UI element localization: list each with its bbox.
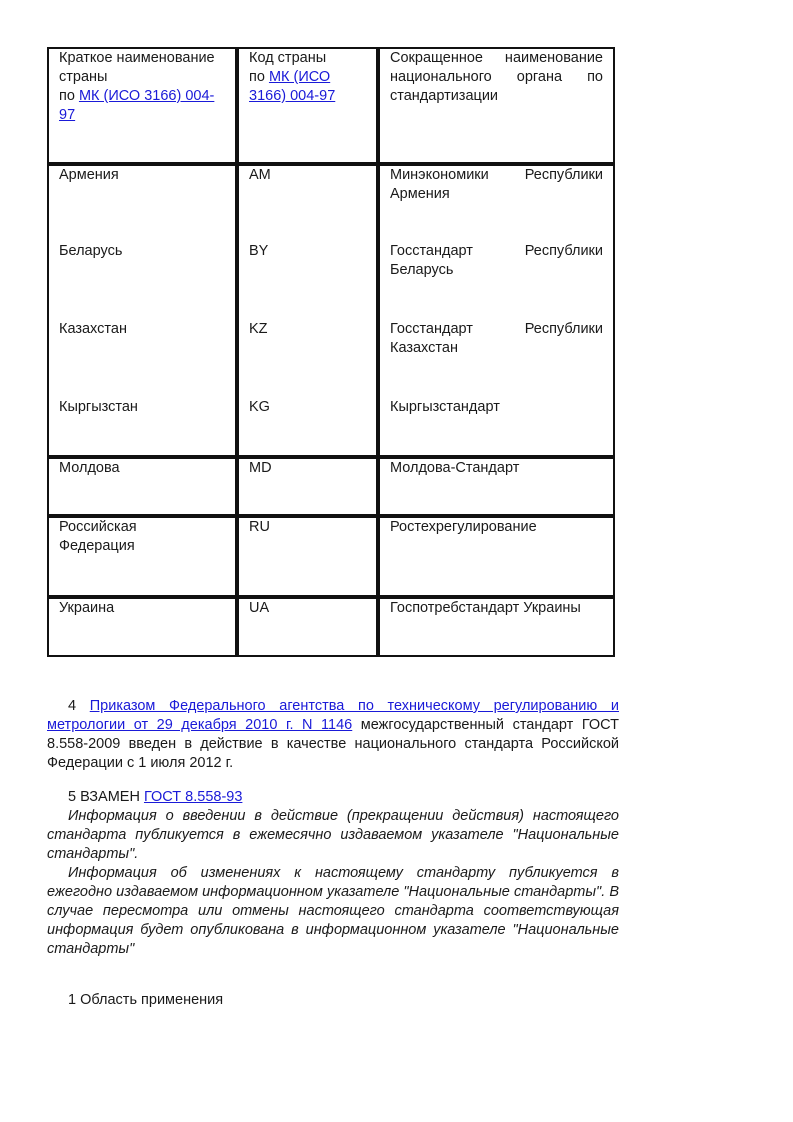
table-row [47, 398, 615, 457]
country-name: Беларусь [59, 243, 123, 259]
header-code-link[interactable]: МК (ИСО 3166) 004-97 [249, 69, 336, 104]
country-code: UA [249, 600, 270, 616]
org-name: Минэкономики Республики Армения [390, 167, 603, 202]
header-code-cell [237, 47, 378, 164]
order-link[interactable]: Приказом Федерального агентства по техническому регулированию и метрологии от 29 декабря 2010 г. N 1146 [47, 698, 619, 733]
info-paragraph-1: Информация о введении в действие (прекращении действия) настоящего стандарта публикуется в ежемесячно издаваемом указателе "Национальные стандарты". [47, 808, 619, 862]
item-5-block [47, 788, 619, 959]
item-4-paragraph [47, 697, 619, 773]
table-row [47, 320, 615, 398]
country-name: Украина [59, 600, 115, 616]
country-code: MD [249, 460, 272, 476]
item-5-paragraph [47, 788, 619, 807]
header-org-cell [378, 47, 615, 164]
country-code: KZ [249, 321, 268, 337]
header-code-label: Код страны [249, 50, 327, 66]
country-code: KG [249, 399, 270, 415]
org-name: Ростехрегулирование [390, 519, 537, 535]
country-name: Кыргызстан [59, 399, 138, 415]
item-5-prefix: 5 ВЗАМЕН [68, 789, 144, 805]
header-country-link[interactable]: МК (ИСО 3166) 004-97 [59, 88, 215, 123]
item-4-text: межгосударственный стандарт ГОСТ 8.558-2009 введен в действие в качестве национального стандарта Российской Федерации с 1 июля 2012 г. [47, 717, 619, 771]
org-name: Госстандарт Республики Беларусь [390, 243, 603, 278]
header-country-label: Краткое наименование страны [59, 50, 215, 85]
org-name: Госпотребстандарт Украины [390, 600, 581, 616]
country-code: RU [249, 519, 270, 535]
org-name: Кыргызстандарт [390, 399, 500, 415]
table-row [47, 597, 615, 657]
table-row [47, 516, 615, 597]
country-name: Казахстан [59, 321, 127, 337]
item-4-number: 4 [68, 698, 77, 714]
country-code: BY [249, 243, 269, 259]
header-country-by: по [59, 88, 79, 104]
country-name: Молдова [59, 460, 120, 476]
section-heading: 1 Область применения [68, 992, 224, 1008]
header-org-label: Сокращенное наименование национального органа по стандартизации [390, 50, 603, 104]
country-name: Российская Федерация [59, 519, 137, 554]
info-paragraph-2: Информация об изменениях к настоящему стандарту публикуется в ежегодно издаваемом информационном указателе "Национальные стандарты". В случае пересмотра или отмены настоящего стандарта соответствующая информация будет опубликована в информационном указателе "Национальные стандарты" [47, 865, 619, 957]
countries-table [47, 47, 615, 657]
section-1-heading-block [47, 991, 619, 1010]
org-name: Госстандарт Республики Казахстан [390, 321, 603, 356]
table-row [47, 242, 615, 320]
country-code: AM [249, 167, 271, 183]
org-name: Молдова-Стандарт [390, 460, 520, 476]
gost-8558-93-link[interactable]: ГОСТ 8.558-93 [143, 789, 243, 805]
table-row [47, 164, 615, 242]
header-country-cell [47, 47, 237, 164]
country-name: Армения [59, 167, 119, 183]
table-row [47, 457, 615, 516]
table-header-row [47, 47, 615, 164]
header-code-by: по [249, 69, 269, 85]
